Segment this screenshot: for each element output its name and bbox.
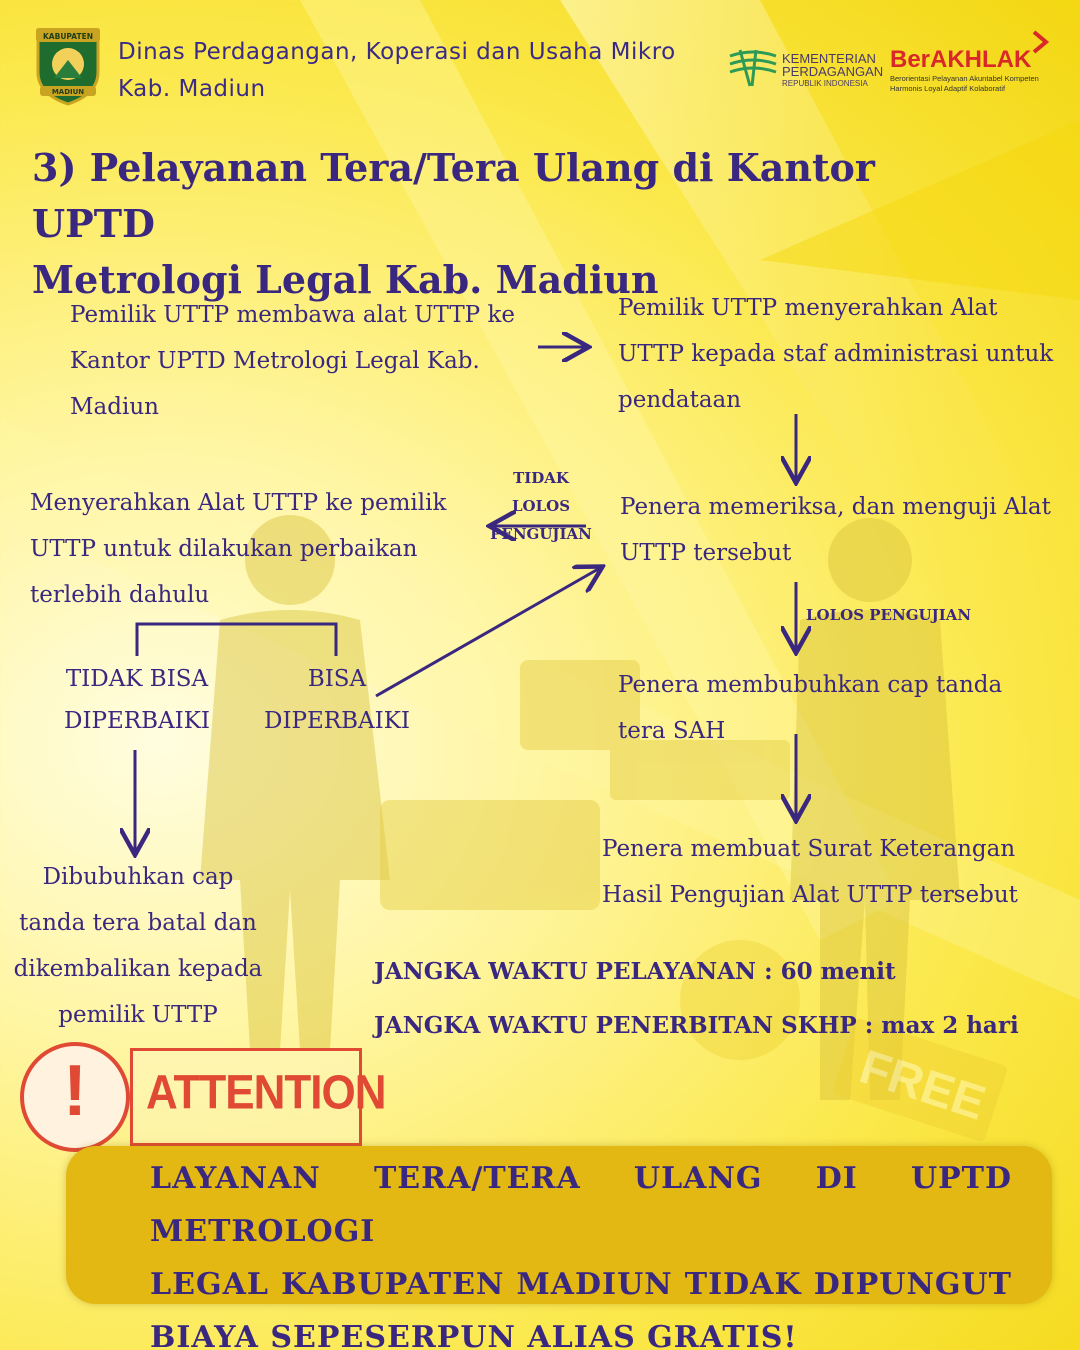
- berakhlak-tagline-2: Harmonis Loyal Adaptif Kolaboratif: [890, 84, 1006, 93]
- title-line-2: Metrologi Legal Kab. Madiun: [32, 257, 659, 302]
- step-return-for-repair-line: UTTP untuk dilakukan perbaikan: [30, 536, 418, 562]
- ministry-line-3: REPUBLIK INDONESIA: [782, 79, 868, 88]
- step-valid-stamp-line: Penera membubuhkan cap tanda: [618, 672, 1003, 698]
- svg-text:MADIUN: MADIUN: [51, 88, 85, 96]
- skhp-issuance-time: JANGKA WAKTU PENERBITAN SKHP : max 2 hari: [374, 1012, 1019, 1039]
- branch-cannot-repair-line: TIDAK BISA: [65, 666, 209, 692]
- service-time: JANGKA WAKTU PELAYANAN : 60 menit: [374, 958, 896, 985]
- step-issue-skhp-line: Hasil Pengujian Alat UTTP tersebut: [602, 882, 1018, 908]
- branch-bracket: [137, 624, 336, 656]
- step-inspect-test-line: Penera memeriksa, dan menguji Alat: [620, 494, 1051, 520]
- ministry-line-2: PERDAGANGAN: [782, 64, 884, 79]
- attention-label: ATTENTION: [146, 1065, 386, 1120]
- free-service-line-3: BIAYA SEPESERPUN ALIAS GRATIS!: [150, 1320, 798, 1350]
- svg-text:FREE: FREE: [853, 1040, 992, 1131]
- step-void-stamp-line: pemilik UTTP: [58, 1002, 218, 1028]
- label-fail-test-line: TIDAK LOLOS: [511, 469, 571, 515]
- step-handover-admin-line: pendataan: [618, 387, 742, 413]
- free-service-line-2: LEGAL KABUPATEN MADIUN TIDAK DIPUNGUT: [150, 1267, 1012, 1302]
- step-return-for-repair-line: terlebih dahulu: [30, 582, 210, 608]
- branch-can-repair-line: DIPERBAIKI: [264, 708, 410, 734]
- berakhlak-tagline-1: Berorientasi Pelayanan Akuntabel Kompeten: [890, 74, 1039, 83]
- step-inspect-test-line: UTTP tersebut: [620, 540, 792, 566]
- branch-cannot-repair-line: DIPERBAIKI: [64, 708, 210, 734]
- agency-line-1: Dinas Perdagangan, Koperasi dan Usaha Mikro: [118, 39, 676, 65]
- arrow-repaired-to-test: [376, 568, 600, 696]
- agency-line-2: Kab. Madiun: [118, 76, 266, 102]
- label-fail-test-line: PENGUJIAN: [490, 525, 592, 543]
- step-handover-admin-line: UTTP kepada staf administrasi untuk: [618, 341, 1054, 367]
- step-bring-uttp-line: Pemilik UTTP membawa alat UTTP ke: [70, 302, 515, 328]
- step-handover-admin-line: Pemilik UTTP menyerahkan Alat: [618, 295, 998, 321]
- free-service-line-1: LAYANAN TERA/TERA ULANG DI UPTD METROLOGI: [150, 1161, 1012, 1249]
- step-issue-skhp-line: Penera membuat Surat Keterangan: [602, 836, 1016, 862]
- step-return-for-repair-line: Menyerahkan Alat UTTP ke pemilik: [30, 490, 447, 516]
- title-line-1: 3) Pelayanan Tera/Tera Ulang di Kantor UPTD: [32, 145, 875, 246]
- step-bring-uttp-line: Kantor UPTD Metrologi Legal Kab.: [70, 348, 480, 374]
- step-void-stamp-line: dikembalikan kepada: [13, 956, 263, 982]
- berakhlak-logo: BerAKHLAK: [890, 46, 1032, 73]
- label-pass-test: LOLOS PENGUJIAN: [806, 606, 972, 624]
- svg-text:KABUPATEN: KABUPATEN: [43, 32, 93, 41]
- ministry-line-1: KEMENTERIAN: [782, 51, 876, 66]
- free-service-text: [150, 1152, 1012, 1350]
- exclamation-icon: !: [63, 1051, 87, 1131]
- branch-can-repair-line: BISA: [307, 666, 367, 692]
- step-void-stamp-line: Dibubuhkan cap: [42, 864, 234, 890]
- step-bring-uttp-line: Madiun: [70, 394, 159, 420]
- step-valid-stamp-line: tera SAH: [618, 718, 726, 744]
- step-void-stamp-line: tanda tera batal dan: [19, 910, 257, 936]
